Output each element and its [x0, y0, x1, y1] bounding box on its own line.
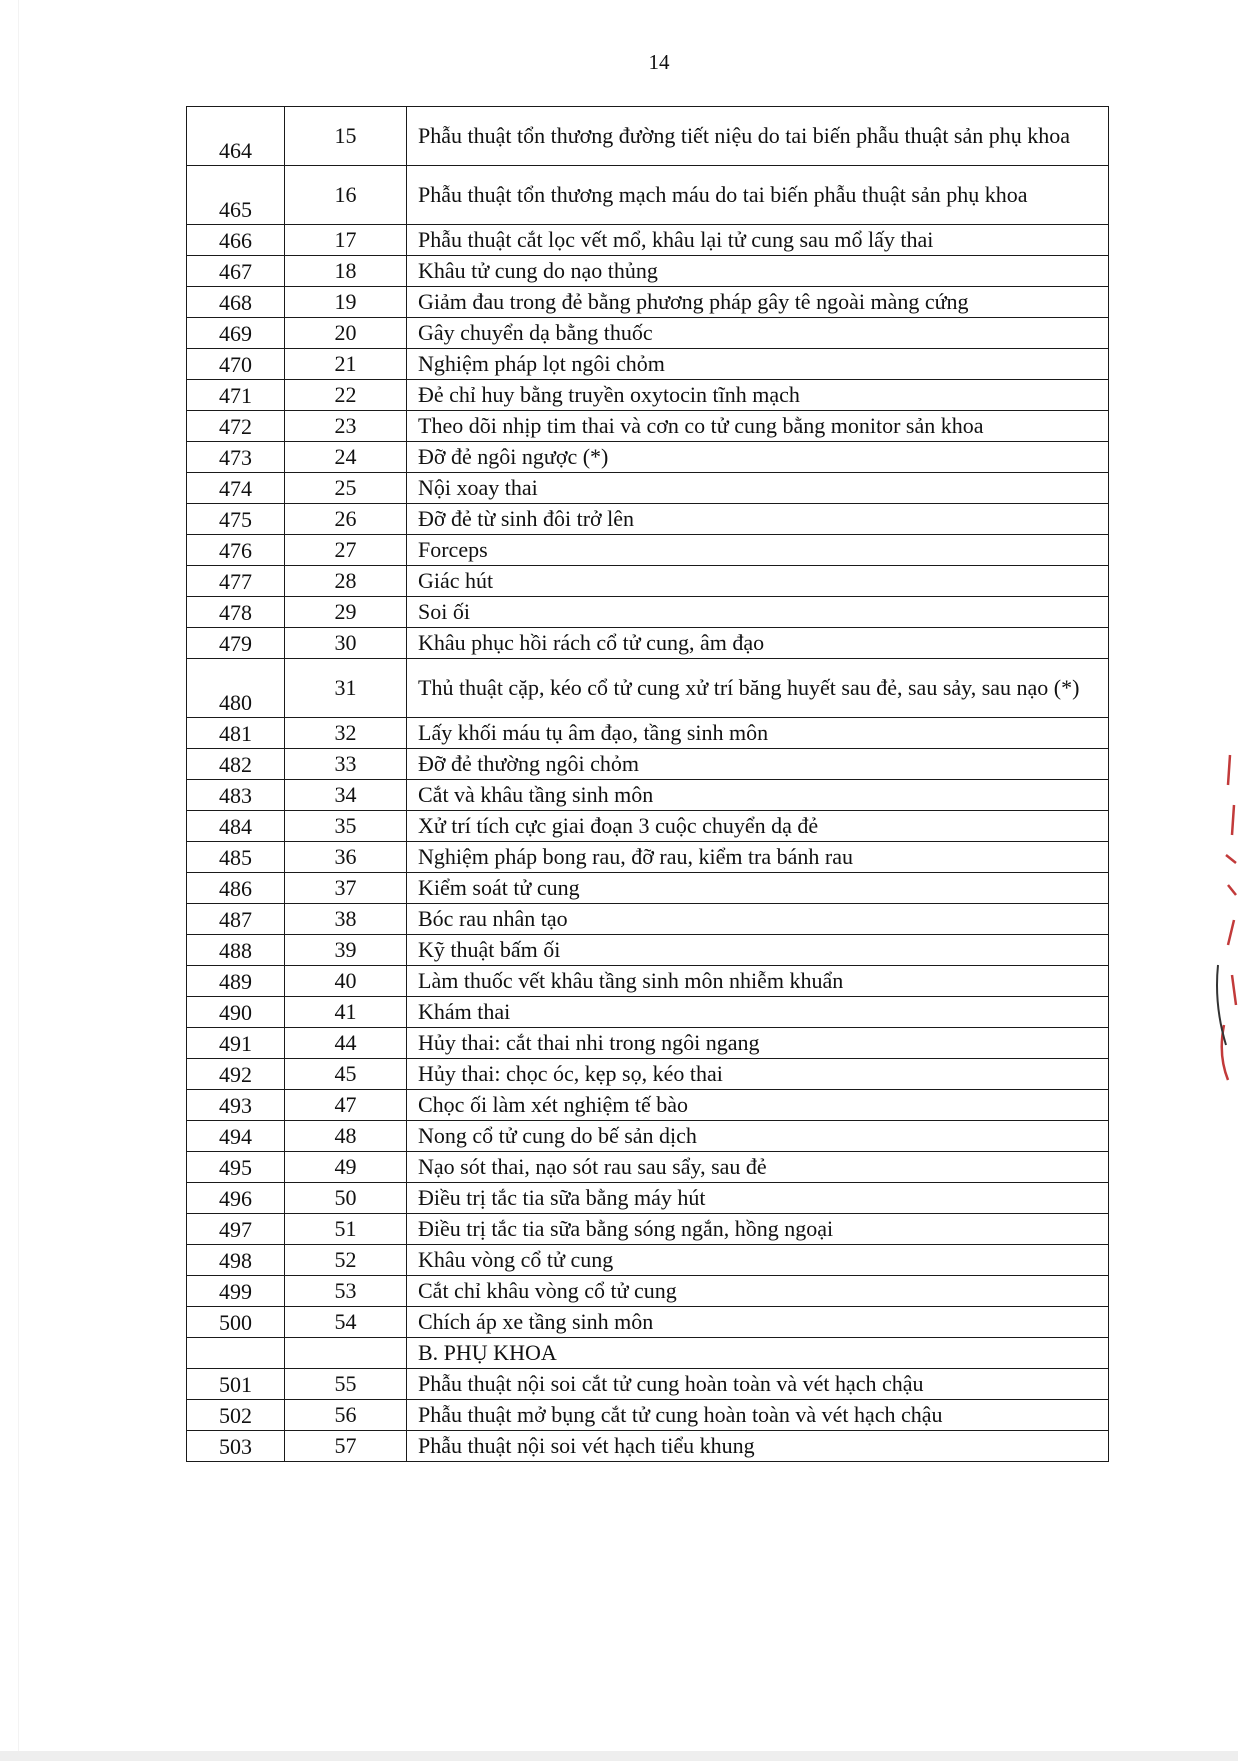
- procedure-number-cell: 45: [285, 1059, 407, 1090]
- table-row: [187, 1431, 1109, 1462]
- row-index-cell: 484: [187, 811, 285, 842]
- table-row: [187, 935, 1109, 966]
- row-index-cell: 498: [187, 1245, 285, 1276]
- procedure-name-cell: Nạo sót thai, nạo sót rau sau sẩy, sau đẻ: [407, 1152, 1109, 1183]
- table-row: [187, 1276, 1109, 1307]
- procedure-number-cell: 39: [285, 935, 407, 966]
- table-row: [187, 166, 1109, 225]
- row-index-cell: 470: [187, 349, 285, 380]
- table-row: [187, 535, 1109, 566]
- row-index-cell: 468: [187, 287, 285, 318]
- row-index-cell: 467: [187, 256, 285, 287]
- table-row: [187, 1028, 1109, 1059]
- row-index-cell: 476: [187, 535, 285, 566]
- table-row: [187, 659, 1109, 718]
- procedure-number-cell: 29: [285, 597, 407, 628]
- row-index-cell: 479: [187, 628, 285, 659]
- procedure-number-cell: 30: [285, 628, 407, 659]
- procedure-name-cell: Forceps: [407, 535, 1109, 566]
- procedure-number-cell: 20: [285, 318, 407, 349]
- table-row: [187, 1369, 1109, 1400]
- red-stamp-fragment: [1214, 745, 1238, 1085]
- row-index-cell: 480: [187, 659, 285, 718]
- row-index-cell: 482: [187, 749, 285, 780]
- procedure-name-cell: Lấy khối máu tụ âm đạo, tầng sinh môn: [407, 718, 1109, 749]
- row-index-cell: 478: [187, 597, 285, 628]
- table-row: [187, 442, 1109, 473]
- table-row: [187, 504, 1109, 535]
- procedure-name-cell: Xử trí tích cực giai đoạn 3 cuộc chuyển dạ đẻ: [407, 811, 1109, 842]
- procedure-number-cell: 41: [285, 997, 407, 1028]
- row-index-cell: 471: [187, 380, 285, 411]
- row-index-cell: 490: [187, 997, 285, 1028]
- procedure-name-cell: Phẫu thuật tổn thương mạch máu do tai biến phẫu thuật sản phụ khoa: [407, 166, 1109, 225]
- table-row: [187, 597, 1109, 628]
- row-index-cell: 469: [187, 318, 285, 349]
- table-row: [187, 873, 1109, 904]
- row-index-cell: 501: [187, 1369, 285, 1400]
- row-index-cell: 481: [187, 718, 285, 749]
- procedure-number-cell: 37: [285, 873, 407, 904]
- table-row: [187, 225, 1109, 256]
- row-index-cell: 477: [187, 566, 285, 597]
- procedure-table: [186, 106, 1109, 1462]
- row-index-cell: 473: [187, 442, 285, 473]
- procedure-number-cell: [285, 1338, 407, 1369]
- procedure-number-cell: 40: [285, 966, 407, 997]
- procedure-name-cell: Khâu phục hồi rách cổ tử cung, âm đạo: [407, 628, 1109, 659]
- row-index-cell: 488: [187, 935, 285, 966]
- procedure-name-cell: Bóc rau nhân tạo: [407, 904, 1109, 935]
- page-number: 14: [648, 50, 670, 74]
- procedure-name-cell: Cắt và khâu tầng sinh môn: [407, 780, 1109, 811]
- table-row: [187, 1090, 1109, 1121]
- procedure-number-cell: 26: [285, 504, 407, 535]
- table-row: [187, 1307, 1109, 1338]
- procedure-number-cell: 15: [285, 107, 407, 166]
- procedure-name-cell: Thủ thuật cặp, kéo cổ tử cung xử trí băng huyết sau đẻ, sau sảy, sau nạo (*): [407, 659, 1109, 718]
- procedure-number-cell: 23: [285, 411, 407, 442]
- row-index-cell: 485: [187, 842, 285, 873]
- procedure-number-cell: 21: [285, 349, 407, 380]
- table-row: [187, 1245, 1109, 1276]
- procedure-number-cell: 38: [285, 904, 407, 935]
- row-index-cell: 486: [187, 873, 285, 904]
- procedure-name-cell: Phẫu thuật cắt lọc vết mổ, khâu lại tử cung sau mổ lấy thai: [407, 225, 1109, 256]
- table-body: [187, 107, 1109, 1462]
- row-index-cell: 487: [187, 904, 285, 935]
- procedure-name-cell: Đỡ đẻ ngôi ngược (*): [407, 442, 1109, 473]
- table-row: [187, 780, 1109, 811]
- procedure-name-cell: B. PHỤ KHOA: [407, 1338, 1109, 1369]
- procedure-number-cell: 48: [285, 1121, 407, 1152]
- procedure-number-cell: 27: [285, 535, 407, 566]
- row-index-cell: 466: [187, 225, 285, 256]
- row-index-cell: 483: [187, 780, 285, 811]
- table-row: [187, 256, 1109, 287]
- procedure-number-cell: 19: [285, 287, 407, 318]
- procedure-number-cell: 44: [285, 1028, 407, 1059]
- procedure-name-cell: Đỡ đẻ thường ngôi chỏm: [407, 749, 1109, 780]
- procedure-number-cell: 32: [285, 718, 407, 749]
- row-index-cell: 496: [187, 1183, 285, 1214]
- procedure-name-cell: Phẫu thuật nội soi vét hạch tiểu khung: [407, 1431, 1109, 1462]
- table-row: [187, 380, 1109, 411]
- procedure-name-cell: Khâu vòng cổ tử cung: [407, 1245, 1109, 1276]
- row-index-cell: 464: [187, 107, 285, 166]
- procedure-number-cell: 51: [285, 1214, 407, 1245]
- procedure-number-cell: 22: [285, 380, 407, 411]
- row-index-cell: 494: [187, 1121, 285, 1152]
- table-row: [187, 811, 1109, 842]
- procedure-number-cell: 54: [285, 1307, 407, 1338]
- table-row: [187, 1059, 1109, 1090]
- table-row: [187, 287, 1109, 318]
- procedure-number-cell: 33: [285, 749, 407, 780]
- procedure-name-cell: Hủy thai: cắt thai nhi trong ngôi ngang: [407, 1028, 1109, 1059]
- procedure-number-cell: 49: [285, 1152, 407, 1183]
- procedure-name-cell: Làm thuốc vết khâu tầng sinh môn nhiễm khuẩn: [407, 966, 1109, 997]
- table-row: [187, 349, 1109, 380]
- procedure-number-cell: 28: [285, 566, 407, 597]
- row-index-cell: 503: [187, 1431, 285, 1462]
- procedure-name-cell: Nong cổ tử cung do bế sản dịch: [407, 1121, 1109, 1152]
- table-row: [187, 997, 1109, 1028]
- table-row: [187, 966, 1109, 997]
- procedure-number-cell: 35: [285, 811, 407, 842]
- procedure-name-cell: Phẫu thuật nội soi cắt tử cung hoàn toàn và vét hạch chậu: [407, 1369, 1109, 1400]
- table-row: [187, 842, 1109, 873]
- procedure-number-cell: 50: [285, 1183, 407, 1214]
- procedure-name-cell: Hủy thai: chọc óc, kẹp sọ, kéo thai: [407, 1059, 1109, 1090]
- procedure-name-cell: Soi ối: [407, 597, 1109, 628]
- scan-bottom-edge: [0, 1751, 1238, 1761]
- procedure-number-cell: 56: [285, 1400, 407, 1431]
- procedure-name-cell: Nội xoay thai: [407, 473, 1109, 504]
- procedure-number-cell: 36: [285, 842, 407, 873]
- row-index-cell: 502: [187, 1400, 285, 1431]
- procedure-number-cell: 34: [285, 780, 407, 811]
- procedure-name-cell: Chích áp xe tầng sinh môn: [407, 1307, 1109, 1338]
- procedure-name-cell: Đẻ chỉ huy bằng truyền oxytocin tĩnh mạch: [407, 380, 1109, 411]
- table-row: [187, 473, 1109, 504]
- procedure-name-cell: Phẫu thuật tổn thương đường tiết niệu do tai biến phẫu thuật sản phụ khoa: [407, 107, 1109, 166]
- table-row: [187, 628, 1109, 659]
- procedure-name-cell: Đỡ đẻ từ sinh đôi trở lên: [407, 504, 1109, 535]
- procedure-number-cell: 24: [285, 442, 407, 473]
- procedure-number-cell: 17: [285, 225, 407, 256]
- table-row: [187, 1183, 1109, 1214]
- procedure-name-cell: Điều trị tắc tia sữa bằng máy hút: [407, 1183, 1109, 1214]
- procedure-number-cell: 47: [285, 1090, 407, 1121]
- procedure-name-cell: Kỹ thuật bấm ối: [407, 935, 1109, 966]
- procedure-name-cell: Gây chuyển dạ bằng thuốc: [407, 318, 1109, 349]
- procedure-name-cell: Khâu tử cung do nạo thủng: [407, 256, 1109, 287]
- procedure-number-cell: 55: [285, 1369, 407, 1400]
- procedure-number-cell: 57: [285, 1431, 407, 1462]
- scan-edge: [18, 0, 19, 1761]
- row-index-cell: 491: [187, 1028, 285, 1059]
- row-index-cell: 474: [187, 473, 285, 504]
- row-index-cell: 492: [187, 1059, 285, 1090]
- table-row: [187, 107, 1109, 166]
- procedure-name-cell: Phẫu thuật mở bụng cắt tử cung hoàn toàn và vét hạch chậu: [407, 1400, 1109, 1431]
- table-row: [187, 718, 1109, 749]
- row-index-cell: 472: [187, 411, 285, 442]
- procedure-number-cell: 25: [285, 473, 407, 504]
- table-row: [187, 411, 1109, 442]
- table-row: [187, 1214, 1109, 1245]
- row-index-cell: 500: [187, 1307, 285, 1338]
- procedure-name-cell: Nghiệm pháp lọt ngôi chỏm: [407, 349, 1109, 380]
- procedure-name-cell: Theo dõi nhịp tim thai và cơn co tử cung bằng monitor sản khoa: [407, 411, 1109, 442]
- table-row: [187, 749, 1109, 780]
- procedure-number-cell: 31: [285, 659, 407, 718]
- row-index-cell: 489: [187, 966, 285, 997]
- row-index-cell: 495: [187, 1152, 285, 1183]
- row-index-cell: 465: [187, 166, 285, 225]
- procedure-number-cell: 52: [285, 1245, 407, 1276]
- procedure-number-cell: 16: [285, 166, 407, 225]
- row-index-cell: 497: [187, 1214, 285, 1245]
- procedure-number-cell: 53: [285, 1276, 407, 1307]
- procedure-name-cell: Kiểm soát tử cung: [407, 873, 1109, 904]
- row-index-cell: [187, 1338, 285, 1369]
- table-row: [187, 904, 1109, 935]
- procedure-name-cell: Chọc ối làm xét nghiệm tế bào: [407, 1090, 1109, 1121]
- row-index-cell: 493: [187, 1090, 285, 1121]
- procedure-name-cell: Cắt chỉ khâu vòng cổ tử cung: [407, 1276, 1109, 1307]
- table-row: [187, 1152, 1109, 1183]
- procedure-name-cell: Giảm đau trong đẻ bằng phương pháp gây tê ngoài màng cứng: [407, 287, 1109, 318]
- procedure-name-cell: Khám thai: [407, 997, 1109, 1028]
- table-row: [187, 1121, 1109, 1152]
- row-index-cell: 499: [187, 1276, 285, 1307]
- procedure-name-cell: Giác hút: [407, 566, 1109, 597]
- table-row: [187, 566, 1109, 597]
- procedure-name-cell: Điều trị tắc tia sữa bằng sóng ngắn, hồng ngoại: [407, 1214, 1109, 1245]
- row-index-cell: 475: [187, 504, 285, 535]
- procedure-name-cell: Nghiệm pháp bong rau, đỡ rau, kiểm tra bánh rau: [407, 842, 1109, 873]
- procedure-number-cell: 18: [285, 256, 407, 287]
- table-row: [187, 1400, 1109, 1431]
- table-row: [187, 1338, 1109, 1369]
- table-row: [187, 318, 1109, 349]
